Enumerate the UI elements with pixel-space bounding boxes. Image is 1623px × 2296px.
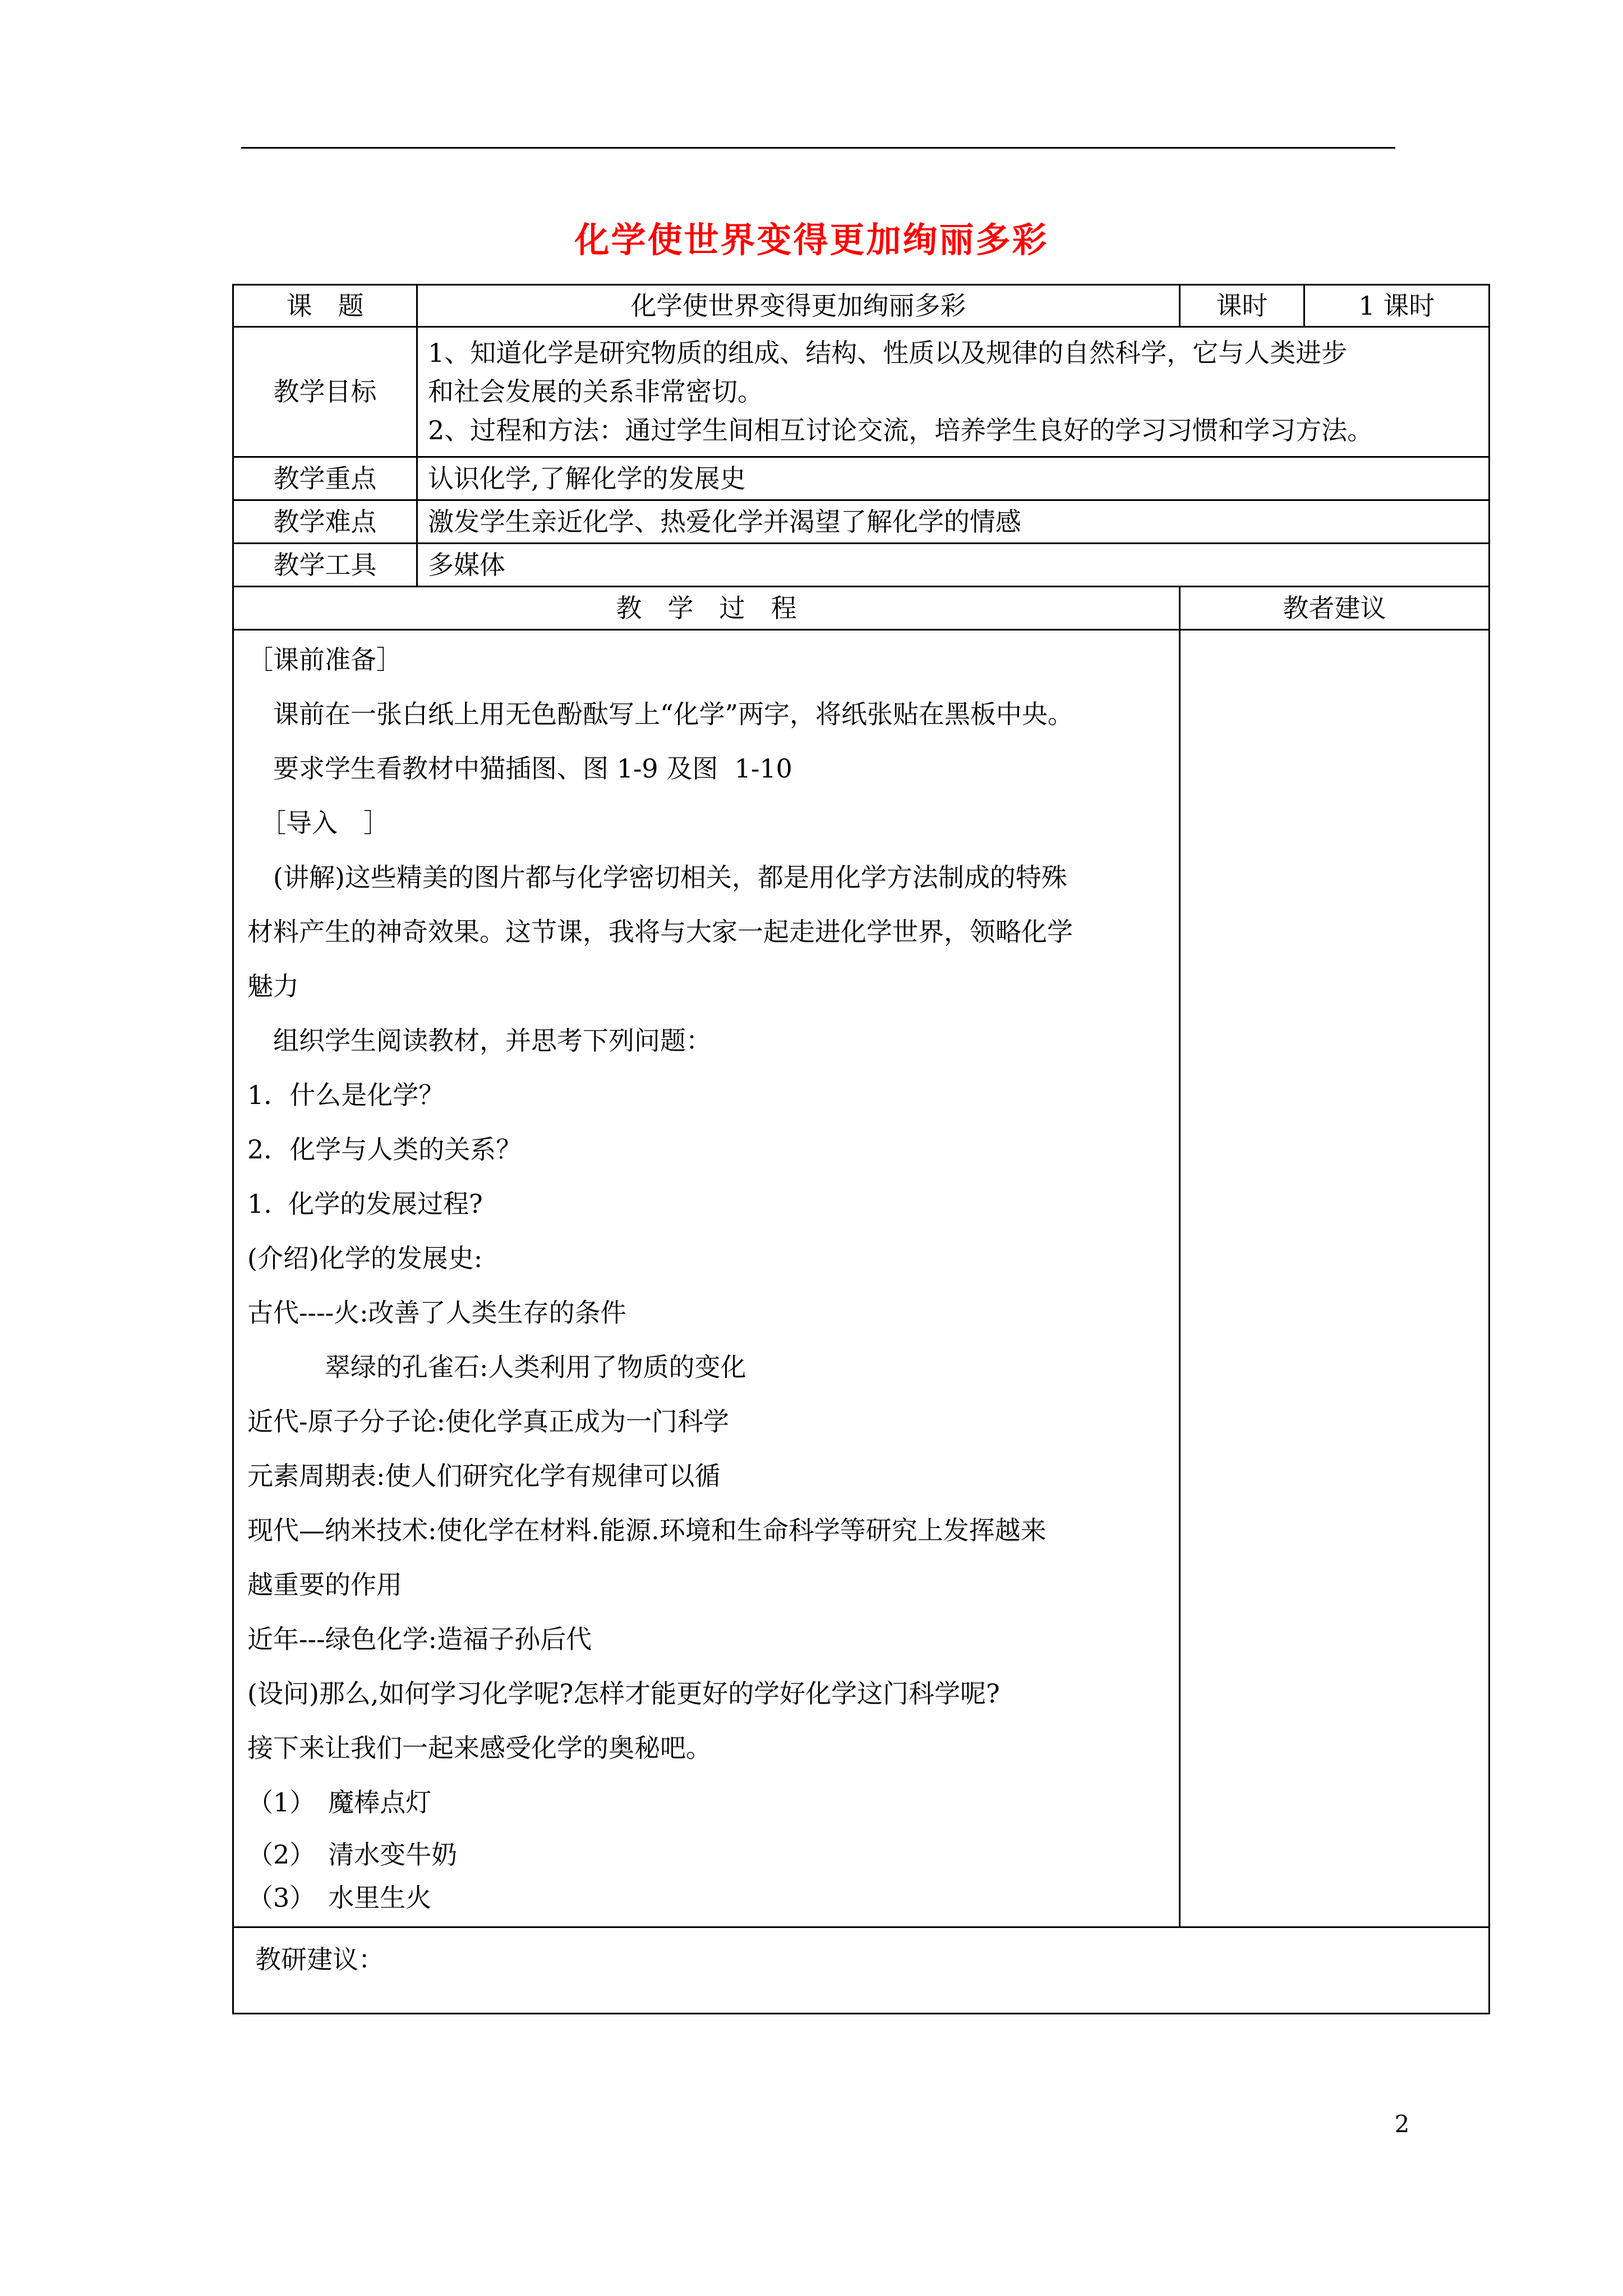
process-line: 材料产生的神奇效果。这节课，我将与大家一起走进化学世界，领略化学	[247, 917, 1073, 947]
goals-row	[233, 327, 1490, 457]
difficulty-value: 激发学生亲近化学、热爱化学并渴望了解化学的情感	[417, 500, 1490, 544]
process-row	[233, 630, 1490, 1927]
topic-label: 课 题	[233, 285, 417, 327]
advice-cell	[1180, 630, 1490, 1927]
period-label: 课时	[1180, 285, 1304, 327]
process-line: 古代----火:改善了人类生存的条件	[247, 1297, 626, 1328]
goal-line: 1、知道化学是研究物质的组成、结构、性质以及规律的自然科学，它与人类进步	[428, 338, 1348, 368]
topic-row	[233, 285, 1490, 327]
process-line: 元素周期表:使人们研究化学有规律可以循	[247, 1461, 721, 1491]
process-line: 2．化学与人类的关系？	[247, 1134, 522, 1165]
goals-label: 教学目标	[233, 327, 417, 457]
process-line: 现代—纳米技术:使化学在材料.能源.环境和生命科学等研究上发挥越来	[247, 1515, 1046, 1545]
process-line: ［课前准备］	[247, 645, 402, 675]
process-line: 要求学生看教材中猫插图、图 1-9 及图 1-10	[247, 753, 792, 784]
process-line: (设问)那么,如何学习化学呢?怎样才能更好的学好化学这门科学呢?	[247, 1678, 1000, 1709]
process-line: 接下来让我们一起来感受化学的奥秘吧。	[247, 1733, 712, 1763]
process-content	[233, 630, 1180, 1927]
tools-value: 多媒体	[417, 544, 1490, 587]
tools-row	[233, 544, 1490, 587]
process-lines	[247, 642, 1170, 1916]
process-line: ［导入 ］	[247, 808, 389, 838]
process-line: (介绍)化学的发展史:	[247, 1243, 483, 1273]
process-line: 组织学生阅读教材，并思考下列问题：	[247, 1025, 712, 1056]
process-line: 近代-原子分子论:使化学真正成为一门科学	[247, 1406, 730, 1437]
topic-value: 化学使世界变得更加绚丽多彩	[417, 285, 1180, 327]
key-points-label: 教学重点	[233, 457, 417, 500]
tools-label: 教学工具	[233, 544, 417, 587]
process-line: 魅力	[247, 971, 299, 1001]
process-line: 1．什么是化学？	[247, 1080, 445, 1110]
process-line: 1. 化学的发展过程?	[247, 1189, 483, 1219]
goal-line: 和社会发展的关系非常密切。	[428, 376, 763, 407]
process-line: 越重要的作用	[247, 1570, 402, 1600]
process-line: （3） 水里生火	[247, 1883, 432, 1913]
lesson-plan-table	[232, 284, 1490, 2014]
goals-cell	[417, 327, 1490, 457]
process-line: 翠绿的孔雀石:人类利用了物质的变化	[247, 1352, 746, 1382]
research-advice: 教研建议：	[233, 1927, 1490, 2014]
document-title: 化学使世界变得更加绚丽多彩	[574, 219, 1049, 260]
process-line: （1） 魔棒点灯	[247, 1787, 432, 1818]
header-rule	[241, 147, 1395, 149]
research-row	[233, 1927, 1490, 2014]
key-points-value: 认识化学,了解化学的发展史	[417, 457, 1490, 500]
process-line: 课前在一张白纸上用无色酚酞写上“化学”两字，将纸张贴在黑板中央。	[247, 699, 1074, 729]
key-points-row	[233, 457, 1490, 500]
page-number: 2	[1394, 2110, 1410, 2138]
goal-line: 2、过程和方法：通过学生间相互讨论交流，培养学生良好的学习习惯和学习方法。	[428, 415, 1373, 445]
advice-header: 教者建议	[1180, 587, 1490, 630]
difficulty-row	[233, 500, 1490, 544]
process-header: 教 学 过 程	[233, 587, 1180, 630]
difficulty-label: 教学难点	[233, 500, 417, 544]
process-line: （2） 清水变牛奶	[247, 1839, 458, 1870]
process-line: 近年---绿色化学:造福子孙后代	[247, 1624, 592, 1654]
process-header-row	[233, 587, 1490, 630]
period-value: 1 课时	[1304, 285, 1490, 327]
process-line: (讲解)这些精美的图片都与化学密切相关，都是用化学方法制成的特殊	[247, 862, 1067, 892]
